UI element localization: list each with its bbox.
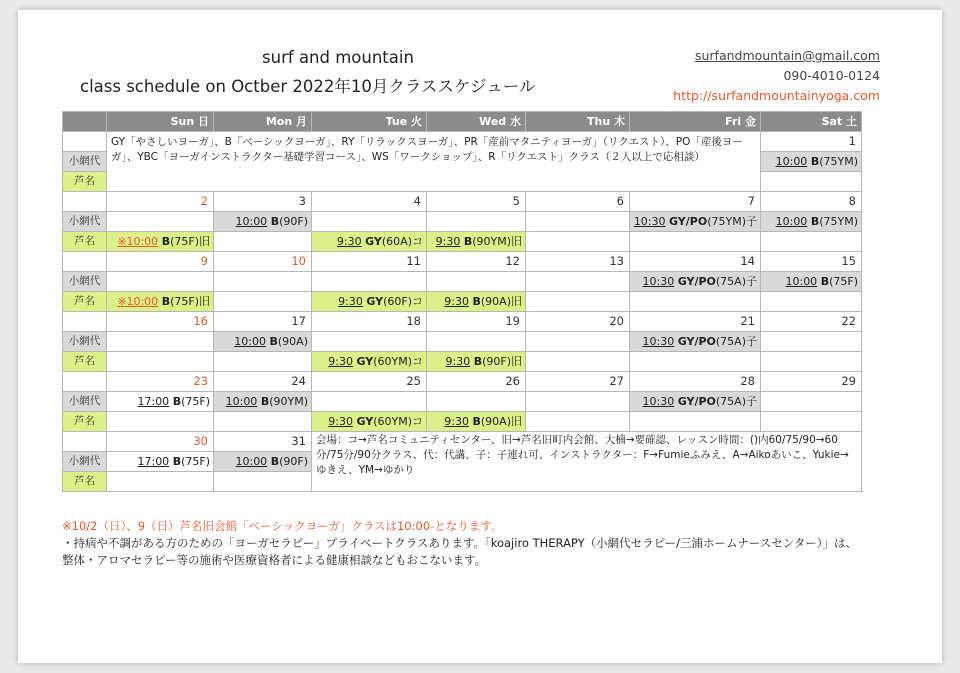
- class-entry[interactable]: 9:30 B(90F)旧: [427, 352, 526, 372]
- header-corner: [63, 112, 107, 132]
- date-cell: 22: [761, 312, 862, 332]
- class-entry[interactable]: 10:30 GY/PO(75A)子: [630, 392, 761, 412]
- empty-cell: [214, 292, 312, 312]
- header-fri: Fri 金: [630, 112, 761, 132]
- empty-cell: [107, 412, 214, 432]
- class-entry[interactable]: 9:30 GY(60A)コ: [312, 232, 427, 252]
- class-entry[interactable]: ※10:00 B(75F)旧: [107, 232, 214, 252]
- date-cell: 26: [427, 372, 526, 392]
- date-cell: 13: [526, 252, 630, 272]
- empty-cell: [312, 272, 427, 292]
- header-mon: Mon 月: [214, 112, 312, 132]
- date-cell: 21: [630, 312, 761, 332]
- date-cell: 10: [214, 252, 312, 272]
- date-cell: 2: [107, 192, 214, 212]
- row-label-blank: [63, 252, 107, 272]
- empty-cell: [526, 292, 630, 312]
- empty-cell: [761, 292, 862, 312]
- class-entry[interactable]: ※10:00 B(75F)旧: [107, 292, 214, 312]
- date-cell: 11: [312, 252, 427, 272]
- header-wed: Wed 水: [427, 112, 526, 132]
- class-entry[interactable]: 10:00 B(75F): [761, 272, 862, 292]
- website-link[interactable]: http://surfandmountainyoga.com: [673, 88, 880, 103]
- date-cell: 16: [107, 312, 214, 332]
- class-entry[interactable]: 10:30 GY/PO(75YM)子: [630, 212, 761, 232]
- weekday-header-row: [63, 112, 862, 132]
- class-legend: GY「やさしいヨーガ」、B「ベーシックヨーガ」、RY「リラックスヨーガ」、PR「産前マタニティヨーガ」（リクエスト）、PO「産後ヨーガ」、YBC「ヨーガインストラクター基礎学習コース」、WS「ワークショップ」、R「リクエスト」クラス（２人以上で応相談）: [107, 132, 761, 192]
- date-cell: 5: [427, 192, 526, 212]
- date-cell: 14: [630, 252, 761, 272]
- empty-cell: [761, 232, 862, 252]
- empty-cell: [107, 212, 214, 232]
- row-label-ashina: 芦名: [63, 412, 107, 432]
- header-thu: Thu 木: [526, 112, 630, 132]
- note-line-2: ・持病や不調がある方のための「ヨーガセラピー」プライベートクラスあります。「koajiro THERAPY（小網代セラピー/三浦ホームナースセンター）」は、整体・アロマセラピー等の施術や医療資格者による健康相談などもおこないます。: [62, 536, 858, 567]
- date-cell: 3: [214, 192, 312, 212]
- date-cell: 20: [526, 312, 630, 332]
- row-label-ashina: 芦名: [63, 352, 107, 372]
- row-label-kaminoshiro: 小網代: [63, 332, 107, 352]
- date-cell: 4: [312, 192, 427, 212]
- empty-cell: [630, 352, 761, 372]
- class-entry[interactable]: 17:00 B(75F): [107, 452, 214, 472]
- empty-cell: [107, 332, 214, 352]
- row-label-kaminoshiro: 小網代: [63, 392, 107, 412]
- date-cell: 18: [312, 312, 427, 332]
- empty-cell: [526, 212, 630, 232]
- row-label-blank: [63, 312, 107, 332]
- empty-cell: [214, 472, 312, 492]
- date-cell: 1: [761, 132, 862, 152]
- row-label-kaminoshiro: 小網代: [63, 152, 107, 172]
- class-entry[interactable]: 10:00 B(90F): [214, 212, 312, 232]
- venue-legend: 会場：コ→芦名コミュニティセンター、旧→芦名旧町内会館、大楠→要確認、レッスン時間：()内60/75/90→60分/75分/90分クラス、代：代講、子：子連れ可、インストラクター：F→Fumieふみえ、A→Aikoあいこ、Yukie→ゆきえ、YM→ゆかり: [312, 432, 862, 492]
- header-sun: Sun 日: [107, 112, 214, 132]
- footer-notes: [62, 518, 862, 569]
- empty-cell: [214, 352, 312, 372]
- empty-cell: [761, 392, 862, 412]
- empty-cell: [107, 272, 214, 292]
- empty-cell: [526, 332, 630, 352]
- date-cell: 8: [761, 192, 862, 212]
- empty-cell: [526, 232, 630, 252]
- row-label-blank: [63, 372, 107, 392]
- empty-cell: [630, 412, 761, 432]
- page-title: surf and mountain: [262, 48, 414, 67]
- class-entry[interactable]: 17:00 B(75F): [107, 392, 214, 412]
- class-entry[interactable]: 9:30 B(90A)旧: [427, 412, 526, 432]
- date-cell: 7: [630, 192, 761, 212]
- date-cell: 23: [107, 372, 214, 392]
- row-label-blank: [63, 432, 107, 452]
- schedule-table: [62, 111, 862, 492]
- empty-cell: [427, 332, 526, 352]
- empty-cell: [761, 172, 862, 192]
- header-tue: Tue 火: [312, 112, 427, 132]
- date-cell: 28: [630, 372, 761, 392]
- empty-cell: [526, 412, 630, 432]
- date-cell: 29: [761, 372, 862, 392]
- note-line-1: ※10/2（日）、9（日）芦名旧会館「ベーシックヨーガ」クラスは10:00-となります。: [62, 519, 503, 533]
- date-cell: 31: [214, 432, 312, 452]
- empty-cell: [761, 352, 862, 372]
- row-label-blank: [63, 192, 107, 212]
- empty-cell: [630, 292, 761, 312]
- class-entry[interactable]: 10:00 B(75YM): [761, 152, 862, 172]
- row-label-ashina: 芦名: [63, 232, 107, 252]
- empty-cell: [427, 392, 526, 412]
- empty-cell: [312, 332, 427, 352]
- class-entry[interactable]: 9:30 GY(60YM)コ: [312, 352, 427, 372]
- date-cell: 25: [312, 372, 427, 392]
- date-cell: 12: [427, 252, 526, 272]
- page-subtitle: class schedule on Octber 2022年10月クラススケジュール: [80, 77, 536, 96]
- row-label-kaminoshiro: 小網代: [63, 452, 107, 472]
- class-entry[interactable]: 10:00 B(90YM): [214, 392, 312, 412]
- row-label-ashina: 芦名: [63, 472, 107, 492]
- empty-cell: [214, 272, 312, 292]
- date-cell: 17: [214, 312, 312, 332]
- row-label-blank: [63, 132, 107, 152]
- empty-cell: [526, 272, 630, 292]
- empty-cell: [312, 392, 427, 412]
- empty-cell: [761, 412, 862, 432]
- class-entry[interactable]: 9:30 B(90YM)旧: [427, 232, 526, 252]
- empty-cell: [214, 412, 312, 432]
- empty-cell: [312, 212, 427, 232]
- class-entry[interactable]: 9:30 GY(60F)コ: [312, 292, 427, 312]
- row-label-ashina: 芦名: [63, 172, 107, 192]
- date-cell: 24: [214, 372, 312, 392]
- date-cell: 15: [761, 252, 862, 272]
- empty-cell: [427, 272, 526, 292]
- empty-cell: [630, 232, 761, 252]
- email-link[interactable]: surfandmountain@gmail.com: [694, 48, 880, 63]
- class-entry[interactable]: 10:00 B(90F): [214, 452, 312, 472]
- row-label-ashina: 芦名: [63, 292, 107, 312]
- class-entry[interactable]: 10:00 B(75YM): [761, 212, 862, 232]
- row-label-kaminoshiro: 小網代: [63, 272, 107, 292]
- class-entry[interactable]: 10:00 B(90A): [214, 332, 312, 352]
- empty-cell: [526, 392, 630, 412]
- class-entry[interactable]: 9:30 B(90A)旧: [427, 292, 526, 312]
- date-cell: 27: [526, 372, 630, 392]
- class-entry[interactable]: 9:30 GY(60YM)コ: [312, 412, 427, 432]
- header-sat: Sat 土: [761, 112, 862, 132]
- phone-number: 090-4010-0124: [783, 68, 880, 83]
- empty-cell: [107, 352, 214, 372]
- empty-cell: [214, 232, 312, 252]
- date-cell: 6: [526, 192, 630, 212]
- date-cell: 30: [107, 432, 214, 452]
- class-entry[interactable]: 10:30 GY/PO(75A)子: [630, 272, 761, 292]
- class-entry[interactable]: 10:30 GY/PO(75A)子: [630, 332, 761, 352]
- empty-cell: [761, 332, 862, 352]
- empty-cell: [427, 212, 526, 232]
- date-cell: 9: [107, 252, 214, 272]
- empty-cell: [526, 352, 630, 372]
- date-cell: 19: [427, 312, 526, 332]
- empty-cell: [107, 472, 214, 492]
- row-label-kaminoshiro: 小網代: [63, 212, 107, 232]
